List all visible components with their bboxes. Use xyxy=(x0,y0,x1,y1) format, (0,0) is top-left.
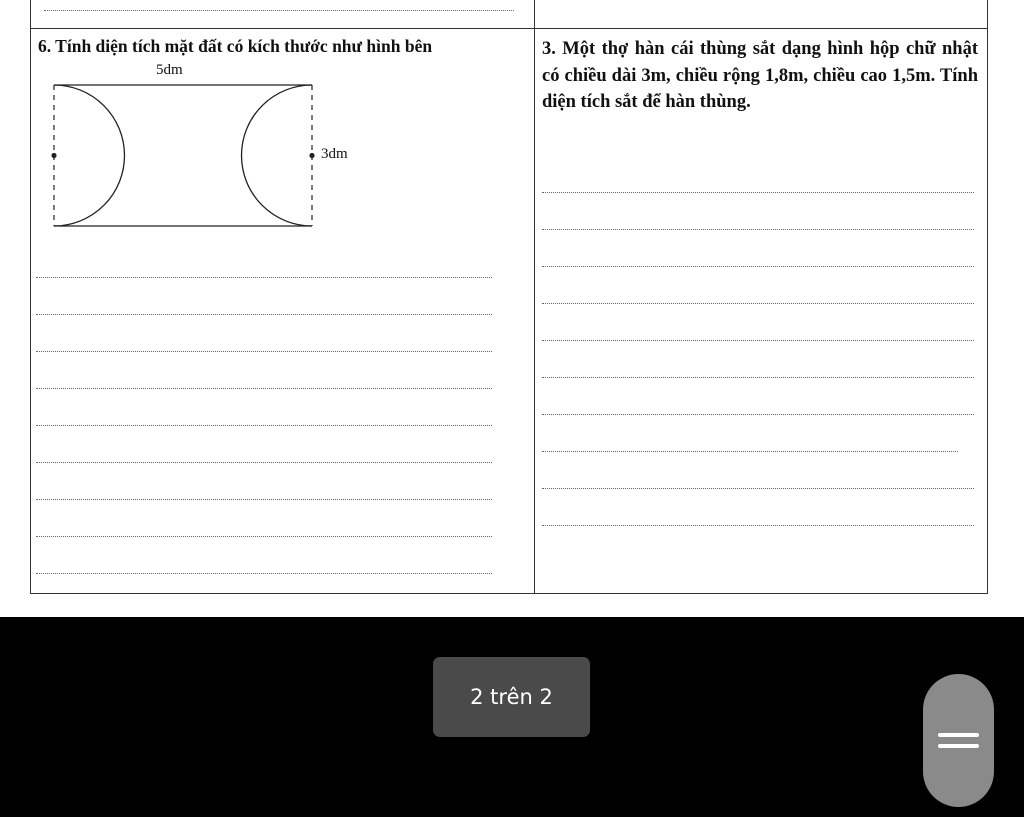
answer-line xyxy=(542,488,974,489)
answer-line xyxy=(542,377,974,378)
answer-line xyxy=(542,525,974,526)
question-3-text: 3. Một thợ hàn cái thùng sắt dạng hình hộp chữ nhật có chiều dài 3m, chiều rộng 1,8m, chiều cao 1,5m. Tính diện tích sắt để hàn thùng. xyxy=(542,39,978,112)
answer-line xyxy=(542,192,974,193)
answer-line xyxy=(542,414,974,415)
answer-line xyxy=(36,425,492,426)
table-right-border xyxy=(987,0,988,594)
answer-line xyxy=(36,314,492,315)
answer-line xyxy=(44,10,514,11)
answer-line xyxy=(36,277,492,278)
question-6-title: 6. Tính diện tích mặt đất có kích thước như hình bên xyxy=(38,36,433,56)
figure-width-label: 5dm xyxy=(156,62,183,78)
table-bottom-border xyxy=(30,593,988,594)
answer-line xyxy=(36,388,492,389)
answer-line xyxy=(36,536,492,537)
answer-line xyxy=(542,340,974,341)
answer-line xyxy=(36,573,492,574)
menu-button[interactable] xyxy=(923,674,994,807)
table-top-border xyxy=(30,28,988,29)
answer-line xyxy=(542,266,974,267)
table-left-border xyxy=(30,0,31,594)
answer-line xyxy=(36,499,492,500)
page-indicator: 2 trên 2 xyxy=(433,657,590,737)
answer-line xyxy=(542,303,974,304)
figure-height-label: 3dm xyxy=(321,146,348,162)
answer-line xyxy=(542,451,958,452)
land-figure xyxy=(40,60,370,240)
answer-line xyxy=(36,351,492,352)
answer-line xyxy=(542,229,974,230)
table-middle-border xyxy=(534,0,535,594)
answer-line xyxy=(36,462,492,463)
